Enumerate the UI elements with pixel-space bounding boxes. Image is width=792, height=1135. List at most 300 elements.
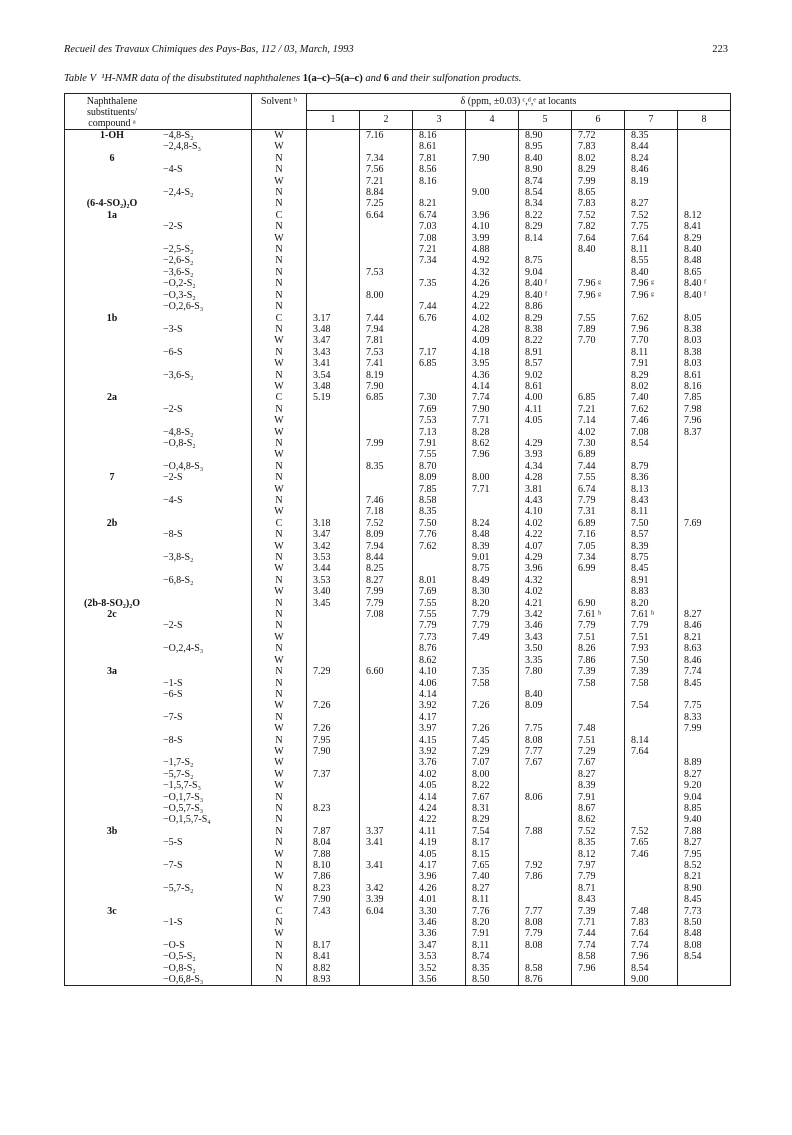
table-row bbox=[65, 609, 731, 620]
shift-cell-3: 7.30 bbox=[413, 392, 466, 403]
shift-cell-7 bbox=[625, 723, 678, 734]
shift-cell-5: 8.40 bbox=[519, 689, 572, 700]
shift-cell-3 bbox=[413, 370, 466, 381]
substituent-cell: −6-S bbox=[163, 346, 183, 358]
compound-cell bbox=[65, 575, 160, 586]
shift-cell-5: 4.07 bbox=[519, 541, 572, 552]
compound-cell bbox=[65, 381, 160, 392]
substituent-cell: −7-S bbox=[163, 860, 183, 871]
shift-cell-7: 7.64 bbox=[625, 928, 678, 939]
shift-cell-2: 8.35 bbox=[360, 461, 413, 472]
compound-cell bbox=[65, 404, 160, 415]
shift-cell-3: 3.92 bbox=[413, 746, 466, 757]
compound-cell bbox=[65, 712, 160, 723]
shift-cell-7: 7.40 bbox=[625, 392, 678, 403]
shift-cell-6: 7.64 bbox=[572, 233, 625, 244]
shift-cell-7 bbox=[625, 301, 678, 312]
shift-cell-8: 8.37 bbox=[678, 427, 731, 438]
compound-cell bbox=[65, 678, 160, 689]
compound-cell bbox=[65, 164, 160, 175]
table-row bbox=[65, 278, 731, 289]
shift-cell-8: 8.40 bbox=[678, 244, 731, 255]
substituent-cell: −8-S bbox=[163, 529, 183, 541]
shift-cell-4 bbox=[466, 643, 519, 654]
shift-cell-1: 7.26 bbox=[307, 700, 360, 711]
table-row bbox=[65, 666, 731, 677]
shift-cell-4: 8.62 bbox=[466, 438, 519, 449]
substituent-cell bbox=[159, 415, 252, 426]
table-row bbox=[65, 894, 731, 905]
shift-cell-4: 7.35 bbox=[466, 666, 519, 677]
shift-cell-2: 7.53 bbox=[360, 267, 413, 278]
shift-cell-5: 8.61 bbox=[519, 381, 572, 392]
compound-cell: 1b bbox=[65, 313, 160, 324]
shift-cell-2 bbox=[360, 141, 413, 152]
shift-cell-7: 8.79 bbox=[625, 461, 678, 472]
shift-cell-1 bbox=[307, 449, 360, 460]
shift-cell-2: 7.18 bbox=[360, 506, 413, 517]
table-row bbox=[65, 723, 731, 734]
shift-cell-1 bbox=[307, 495, 360, 506]
shift-cell-5 bbox=[519, 814, 572, 825]
shift-cell-1: 8.17 bbox=[307, 940, 360, 951]
shift-cell-6: 8.26 bbox=[572, 643, 625, 654]
shift-cell-7 bbox=[625, 769, 678, 780]
shift-cell-2 bbox=[360, 735, 413, 746]
shift-cell-6: 6.90 bbox=[572, 598, 625, 609]
shift-cell-8 bbox=[678, 164, 731, 175]
shift-cell-2: 3.37 bbox=[360, 826, 413, 837]
shift-cell-8: 8.05 bbox=[678, 313, 731, 324]
substituent-cell bbox=[159, 723, 252, 734]
shift-cell-2: 7.44 bbox=[360, 313, 413, 324]
shift-cell-5 bbox=[519, 712, 572, 723]
table-row bbox=[65, 358, 731, 369]
shift-cell-7: 8.11 bbox=[625, 506, 678, 517]
shift-cell-3: 6.76 bbox=[413, 313, 466, 324]
table-row bbox=[65, 826, 731, 837]
compound-cell: 2c bbox=[65, 609, 160, 620]
shift-cell-7: 7.83 bbox=[625, 917, 678, 928]
solvent-cell: N bbox=[252, 267, 307, 278]
compound-cell bbox=[65, 780, 160, 791]
compound-cell bbox=[65, 358, 160, 369]
shift-cell-2 bbox=[360, 974, 413, 986]
shift-cell-7: 8.20 bbox=[625, 598, 678, 609]
table-row bbox=[65, 769, 731, 780]
table-row bbox=[65, 335, 731, 346]
shift-cell-1: 7.37 bbox=[307, 769, 360, 780]
shift-cell-2 bbox=[360, 951, 413, 962]
compound-cell bbox=[65, 427, 160, 438]
substituent-cell bbox=[159, 153, 252, 164]
table-row bbox=[65, 598, 731, 609]
shift-cell-6 bbox=[572, 267, 625, 278]
shift-cell-5: 7.88 bbox=[519, 826, 572, 837]
shift-cell-5: 7.77 bbox=[519, 746, 572, 757]
compound-cell bbox=[65, 689, 160, 700]
compound-cell bbox=[65, 643, 160, 654]
shift-cell-5: 8.57 bbox=[519, 358, 572, 369]
solvent-cell: W bbox=[252, 928, 307, 939]
shift-cell-4: 8.30 bbox=[466, 586, 519, 597]
shift-cell-4: 7.90 bbox=[466, 153, 519, 164]
substituent-cell: −2,5-S₂ bbox=[163, 244, 194, 256]
substituent-cell: −7-S bbox=[163, 711, 183, 723]
solvent-cell: N bbox=[252, 598, 307, 609]
shift-cell-1 bbox=[307, 792, 360, 803]
shift-cell-2 bbox=[360, 278, 413, 289]
substituent-cell bbox=[159, 928, 252, 939]
table-row bbox=[65, 415, 731, 426]
shift-cell-3: 3.52 bbox=[413, 963, 466, 974]
table-row bbox=[65, 233, 731, 244]
shift-cell-3: 4.17 bbox=[413, 860, 466, 871]
shift-cell-5: 8.90 bbox=[519, 164, 572, 175]
shift-cell-1: 7.29 bbox=[307, 666, 360, 677]
shift-cell-1 bbox=[307, 130, 360, 142]
shift-cell-3 bbox=[413, 335, 466, 346]
shift-cell-6: 8.40 bbox=[572, 244, 625, 255]
shift-cell-5: 7.92 bbox=[519, 860, 572, 871]
shift-cell-1 bbox=[307, 928, 360, 939]
shift-cell-5: 4.11 bbox=[519, 404, 572, 415]
shift-cell-1: 7.86 bbox=[307, 871, 360, 882]
solvent-cell: N bbox=[252, 472, 307, 483]
shift-cell-4: 7.58 bbox=[466, 678, 519, 689]
shift-cell-4 bbox=[466, 655, 519, 666]
shift-cell-6: 7.67 bbox=[572, 757, 625, 768]
solvent-cell: N bbox=[252, 735, 307, 746]
shift-cell-1 bbox=[307, 176, 360, 187]
solvent-cell: W bbox=[252, 894, 307, 905]
shift-cell-7: 8.19 bbox=[625, 176, 678, 187]
shift-cell-8 bbox=[678, 449, 731, 460]
table-row bbox=[65, 495, 731, 506]
shift-cell-5: 8.38 bbox=[519, 324, 572, 335]
shift-cell-7: 8.45 bbox=[625, 563, 678, 574]
shift-cell-8: 8.03 bbox=[678, 335, 731, 346]
compound-cell bbox=[65, 894, 160, 905]
substituent-cell: −8-S bbox=[163, 734, 183, 746]
table-row bbox=[65, 974, 731, 986]
shift-cell-2 bbox=[360, 620, 413, 631]
shift-cell-2: 3.39 bbox=[360, 894, 413, 905]
shift-cell-1 bbox=[307, 689, 360, 700]
shift-cell-8: 8.38 bbox=[678, 324, 731, 335]
shift-cell-8: 8.45 bbox=[678, 894, 731, 905]
shift-cell-8: 8.40 ᶠ bbox=[678, 290, 731, 301]
shift-cell-5: 8.22 bbox=[519, 335, 572, 346]
shift-cell-1: 7.87 bbox=[307, 826, 360, 837]
shift-cell-8: 7.74 bbox=[678, 666, 731, 677]
shift-cell-6: 8.71 bbox=[572, 883, 625, 894]
table-row bbox=[65, 404, 731, 415]
shift-cell-2 bbox=[360, 472, 413, 483]
substituent-cell: −O-S bbox=[163, 939, 185, 951]
solvent-cell: W bbox=[252, 700, 307, 711]
solvent-cell: N bbox=[252, 803, 307, 814]
solvent-cell: N bbox=[252, 689, 307, 700]
shift-cell-5: 4.34 bbox=[519, 461, 572, 472]
shift-cell-3: 6.74 bbox=[413, 210, 466, 221]
shift-cell-6: 8.58 bbox=[572, 951, 625, 962]
compound-cell bbox=[65, 301, 160, 312]
shift-cell-6 bbox=[572, 700, 625, 711]
shift-cell-7: 8.91 bbox=[625, 575, 678, 586]
shift-cell-3: 7.55 bbox=[413, 609, 466, 620]
solvent-cell: N bbox=[252, 712, 307, 723]
compound-cell bbox=[65, 655, 160, 666]
shift-cell-4: 8.39 bbox=[466, 541, 519, 552]
compound-cell bbox=[65, 141, 160, 152]
compound-cell: (2b-8-SO₂)₂O bbox=[65, 598, 160, 609]
shift-cell-7: 7.39 bbox=[625, 666, 678, 677]
shift-cell-1: 3.18 bbox=[307, 518, 360, 529]
shift-cell-3: 4.24 bbox=[413, 803, 466, 814]
shift-cell-4: 8.49 bbox=[466, 575, 519, 586]
shift-cell-5: 3.43 bbox=[519, 632, 572, 643]
shift-cell-2: 7.99 bbox=[360, 438, 413, 449]
shift-cell-8 bbox=[678, 141, 731, 152]
substituent-cell bbox=[159, 358, 252, 369]
solvent-cell: W bbox=[252, 746, 307, 757]
substituent-cell bbox=[159, 826, 252, 837]
shift-cell-4 bbox=[466, 495, 519, 506]
table-row bbox=[65, 735, 731, 746]
solvent-cell: N bbox=[252, 974, 307, 986]
shift-cell-5: 8.34 bbox=[519, 198, 572, 209]
shift-cell-1: 8.04 bbox=[307, 837, 360, 848]
solvent-cell: N bbox=[252, 620, 307, 631]
solvent-cell: W bbox=[252, 141, 307, 152]
shift-cell-4: 4.18 bbox=[466, 347, 519, 358]
compound-cell bbox=[65, 974, 160, 986]
compound-cell bbox=[65, 586, 160, 597]
shift-cell-2 bbox=[360, 449, 413, 460]
shift-cell-8 bbox=[678, 541, 731, 552]
shift-cell-4: 8.17 bbox=[466, 837, 519, 848]
shift-cell-2 bbox=[360, 678, 413, 689]
solvent-cell: W bbox=[252, 484, 307, 495]
shift-cell-4: 7.74 bbox=[466, 392, 519, 403]
shift-cell-4: 8.50 bbox=[466, 974, 519, 986]
substituent-cell: −O,8-S₂ bbox=[163, 962, 196, 974]
shift-cell-8 bbox=[678, 461, 731, 472]
shift-cell-1 bbox=[307, 438, 360, 449]
shift-cell-6 bbox=[572, 586, 625, 597]
shift-cell-6: 7.71 bbox=[572, 917, 625, 928]
locant-header-1: 1 bbox=[307, 110, 360, 129]
shift-cell-7 bbox=[625, 689, 678, 700]
shift-cell-6: 7.61 ʰ bbox=[572, 609, 625, 620]
solvent-cell: N bbox=[252, 678, 307, 689]
substituent-cell: −O,2,6-S₃ bbox=[163, 301, 204, 313]
shift-cell-6: 7.48 bbox=[572, 723, 625, 734]
shift-cell-8: 7.96 bbox=[678, 415, 731, 426]
shift-cell-5: 4.02 bbox=[519, 518, 572, 529]
shift-cell-7: 8.40 bbox=[625, 267, 678, 278]
shift-cell-3: 4.11 bbox=[413, 826, 466, 837]
shift-cell-7: 7.96 bbox=[625, 951, 678, 962]
page-number: 223 bbox=[712, 44, 728, 55]
compound-cell: 3a bbox=[65, 666, 160, 677]
solvent-cell: W bbox=[252, 358, 307, 369]
compound-cell bbox=[65, 347, 160, 358]
compound-cell bbox=[65, 963, 160, 974]
compound-cell: 1a bbox=[65, 210, 160, 221]
shift-cell-8 bbox=[678, 176, 731, 187]
shift-cell-3: 7.55 bbox=[413, 598, 466, 609]
compound-cell bbox=[65, 438, 160, 449]
compound-cell bbox=[65, 928, 160, 939]
substituent-cell bbox=[159, 598, 252, 609]
shift-cell-1 bbox=[307, 643, 360, 654]
shift-cell-8: 8.21 bbox=[678, 871, 731, 882]
table-row bbox=[65, 164, 731, 175]
shift-cell-2: 3.41 bbox=[360, 860, 413, 871]
shift-cell-6: 6.74 bbox=[572, 484, 625, 495]
shift-cell-6: 7.79 bbox=[572, 871, 625, 882]
shift-cell-6: 7.79 bbox=[572, 620, 625, 631]
shift-cell-1 bbox=[307, 301, 360, 312]
compound-cell bbox=[65, 335, 160, 346]
shift-cell-8: 8.38 bbox=[678, 347, 731, 358]
shift-cell-7: 8.24 bbox=[625, 153, 678, 164]
shift-cell-1 bbox=[307, 757, 360, 768]
shift-cell-3 bbox=[413, 290, 466, 301]
solvent-cell: W bbox=[252, 563, 307, 574]
shift-cell-8: 8.27 bbox=[678, 609, 731, 620]
solvent-cell: N bbox=[252, 370, 307, 381]
shift-cell-8: 8.90 bbox=[678, 883, 731, 894]
shift-cell-4: 4.10 bbox=[466, 221, 519, 232]
shift-cell-4 bbox=[466, 141, 519, 152]
substituent-cell bbox=[159, 210, 252, 221]
shift-cell-2 bbox=[360, 484, 413, 495]
table-row bbox=[65, 187, 731, 198]
shift-cell-2: 7.46 bbox=[360, 495, 413, 506]
shift-cell-4: 9.00 bbox=[466, 187, 519, 198]
shift-cell-2 bbox=[360, 769, 413, 780]
solvent-cell: C bbox=[252, 210, 307, 221]
solvent-cell: N bbox=[252, 643, 307, 654]
shift-cell-8 bbox=[678, 153, 731, 164]
shift-cell-7: 7.96 ᵍ bbox=[625, 278, 678, 289]
shift-cell-3: 3.47 bbox=[413, 940, 466, 951]
shift-cell-2: 8.84 bbox=[360, 187, 413, 198]
shift-cell-8: 8.33 bbox=[678, 712, 731, 723]
shift-cell-8: 8.48 bbox=[678, 928, 731, 939]
shift-cell-7: 8.29 bbox=[625, 370, 678, 381]
shift-cell-8: 8.27 bbox=[678, 837, 731, 848]
shift-cell-3: 4.15 bbox=[413, 735, 466, 746]
table-row bbox=[65, 518, 731, 529]
shift-cell-1 bbox=[307, 210, 360, 221]
shift-cell-2: 7.53 bbox=[360, 347, 413, 358]
shift-cell-6: 7.34 bbox=[572, 552, 625, 563]
shift-cell-6: 7.91 bbox=[572, 792, 625, 803]
table-row bbox=[65, 370, 731, 381]
shift-cell-2 bbox=[360, 940, 413, 951]
compound-cell bbox=[65, 837, 160, 848]
shift-cell-8: 8.50 bbox=[678, 917, 731, 928]
shift-cell-5: 4.05 bbox=[519, 415, 572, 426]
shift-cell-2: 7.79 bbox=[360, 598, 413, 609]
shift-cell-4: 8.00 bbox=[466, 472, 519, 483]
shift-cell-2 bbox=[360, 803, 413, 814]
shift-cell-5: 8.29 bbox=[519, 313, 572, 324]
substituent-cell bbox=[159, 313, 252, 324]
substituent-cell: −O,1,7-S₃ bbox=[163, 791, 204, 803]
shift-cell-2 bbox=[360, 700, 413, 711]
substituent-cell: −6,8-S₂ bbox=[163, 574, 194, 586]
shift-cell-7: 8.11 bbox=[625, 244, 678, 255]
nmr-data-table bbox=[64, 93, 731, 986]
shift-cell-2: 7.16 bbox=[360, 130, 413, 142]
shift-cell-6: 8.43 bbox=[572, 894, 625, 905]
shift-cell-6 bbox=[572, 370, 625, 381]
compound-cell: 6 bbox=[65, 153, 160, 164]
solvent-cell: N bbox=[252, 575, 307, 586]
shift-cell-8 bbox=[678, 506, 731, 517]
shift-cell-4 bbox=[466, 461, 519, 472]
shift-cell-2 bbox=[360, 233, 413, 244]
shift-cell-2 bbox=[360, 723, 413, 734]
caption-mid: and bbox=[365, 73, 382, 84]
shift-cell-4 bbox=[466, 164, 519, 175]
shift-cell-6: 4.02 bbox=[572, 427, 625, 438]
shift-cell-1: 3.44 bbox=[307, 563, 360, 574]
shift-cell-1 bbox=[307, 153, 360, 164]
shift-cell-5: 8.40 ᶠ bbox=[519, 278, 572, 289]
shift-cell-4: 4.22 bbox=[466, 301, 519, 312]
shift-cell-2 bbox=[360, 871, 413, 882]
shift-cell-5: 7.75 bbox=[519, 723, 572, 734]
header-solvent: Solvent ᵇ bbox=[252, 94, 307, 130]
substituent-cell: −O,5-S₂ bbox=[163, 951, 196, 963]
shift-cell-5: 7.79 bbox=[519, 928, 572, 939]
shift-cell-3: 8.70 bbox=[413, 461, 466, 472]
shift-cell-4: 7.91 bbox=[466, 928, 519, 939]
shift-cell-5: 8.06 bbox=[519, 792, 572, 803]
shift-cell-6 bbox=[572, 712, 625, 723]
substituent-cell: −2,4,8-S₃ bbox=[163, 141, 202, 153]
table-row bbox=[65, 472, 731, 483]
shift-cell-8: 7.75 bbox=[678, 700, 731, 711]
shift-cell-5: 8.95 bbox=[519, 141, 572, 152]
solvent-cell: N bbox=[252, 552, 307, 563]
shift-cell-2 bbox=[360, 814, 413, 825]
solvent-cell: C bbox=[252, 392, 307, 403]
shift-cell-2 bbox=[360, 712, 413, 723]
shift-cell-5: 8.86 bbox=[519, 301, 572, 312]
table-row bbox=[65, 814, 731, 825]
shift-cell-2 bbox=[360, 746, 413, 757]
shift-cell-4: 3.96 bbox=[466, 210, 519, 221]
shift-cell-1 bbox=[307, 814, 360, 825]
shift-cell-4: 7.54 bbox=[466, 826, 519, 837]
shift-cell-7 bbox=[625, 792, 678, 803]
shift-cell-7: 7.64 bbox=[625, 746, 678, 757]
shift-cell-2 bbox=[360, 849, 413, 860]
substituent-cell bbox=[159, 392, 252, 403]
solvent-cell: N bbox=[252, 917, 307, 928]
journal-citation: Recueil des Travaux Chimiques des Pays-Bas, 112 / 03, March, 1993 bbox=[64, 44, 354, 55]
table-caption bbox=[64, 73, 521, 84]
shift-cell-3: 4.14 bbox=[413, 689, 466, 700]
compound-cell: 3c bbox=[65, 906, 160, 917]
